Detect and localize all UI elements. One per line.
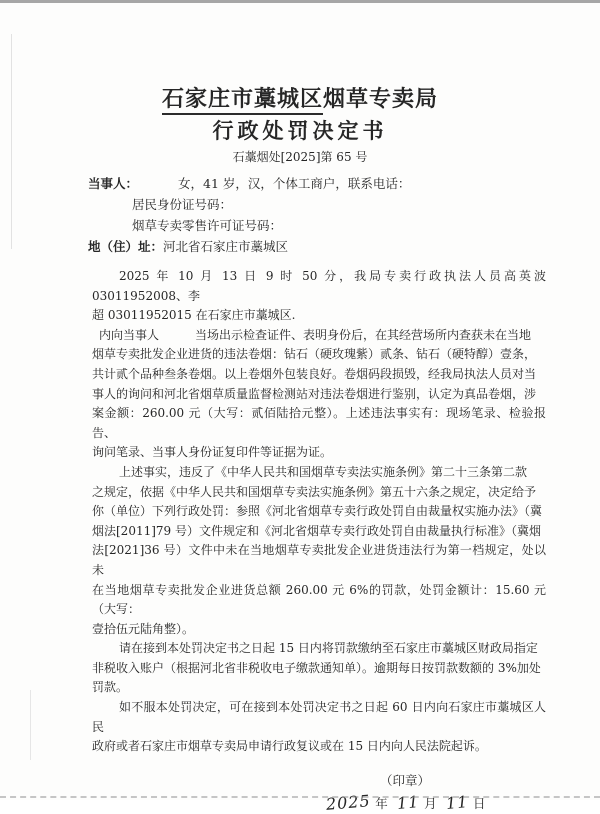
body-line: 政府或者石家庄市烟草专卖局申请行政复议或在 15 日内向人民法院起诉。 [92,739,487,754]
document-header [0,0,600,165]
scan-top-edge-artifact [0,0,600,3]
scan-left-streak-artifact [11,34,12,249]
body-line: 在当地烟草专卖批发企业进货总额 260.00 元 6%的罚款，处罚金额计：15.60 元（大写： [92,582,546,617]
issuing-authority-title [0,86,600,112]
handwritten-day: 11 [444,791,469,813]
authority-name-rest: 烟草专卖局 [323,86,439,112]
party-information-section [0,173,600,257]
body-line: 内向当事人 当场出示检查证件、表明身份后，在其经营场所内查获未在当地 [99,327,532,342]
body-line: 之规定，依据《中华人民共和国烟草专卖法实施条例》第五十六条之规定，决定给予 [92,484,537,499]
body-line: 案金额：260.00 元（大写：贰佰陆拾元整）。上述违法事实有：现场笔录、检验报告、 [92,406,546,440]
body-line: 询问笔录、当事人身份证复印件等证据为证。 [92,445,333,460]
document-type-title: 行政处罚决定书 [212,118,388,143]
body-line: 共计贰个品种叁条卷烟。以上卷烟外包装良好。卷烟码段损毁，经我局执法人员对当 [92,366,537,381]
resident-id-line: 居民身份证号码： [132,197,233,212]
authority-name-underlined: 石家庄市藁城区 [162,86,323,115]
body-line: 法[2021]36 号）文件中未在当地烟草专卖批发企业进货违法行为第一档规定，处以未 [92,543,546,577]
address-line [88,236,600,257]
party-line [88,173,600,194]
scan-bottom-left-artifact [30,690,31,760]
body-line: 请在接到本处罚决定书之日起 15 日内将罚款缴纳至石家庄市藁城区财政局指定 [119,641,538,656]
body-line: 烟草专卖批发企业进货的违法卷烟：钻石（硬玫瑰紫）贰条、钻石（硬特醇）壹条， [92,347,537,362]
handwritten-year: 2025 [324,790,371,814]
scan-bottom-edge-artifact [0,796,600,798]
party-label: 当事人： [88,176,139,191]
body-line: 如不服本处罚决定，可在接到本处罚决定书之日起 60 日内向石家庄市藁城区人民 [92,700,546,734]
party-details: 女，41 岁，汉，个体工商户，联系电话： [178,176,411,191]
address-label: 地（住）址： [88,239,164,254]
body-line: 事人的询问和河北省烟草质量监督检测站对违法卷烟进行鉴别，认定为真品卷烟，涉 [92,386,537,401]
address-value: 河北省石家庄市藁城区 [163,239,289,254]
tobacco-license-line: 烟草专卖零售许可证号码： [132,218,283,233]
year-unit: 年 [375,795,388,811]
signature-section [320,773,490,812]
body-line: 壹拾伍元陆角整）。 [92,621,195,636]
body-line: 罚款。 [92,680,129,695]
handwritten-month: 11 [395,791,420,813]
body-line: 上述事实，违反了《中华人民共和国烟草专卖法实施条例》第二十三条第二款 [119,464,528,479]
seal-placeholder: （印章） [379,772,430,788]
document-number: 石藁烟处[2025]第 65 号 [232,150,368,164]
body-line: 超 03011952015 在石家庄市藁城区. [92,308,296,323]
body-line: 2025 年 10 月 13 日 9 时 50 分，我局专卖行政执法人员高英波 03011952008、李 [92,269,546,303]
decision-body-text [0,267,600,757]
body-line: 烟法[2011]79 号）文件规定和《河北省烟草专卖行政处罚自由裁量执行标准》（冀烟 [92,523,541,538]
month-unit: 月 [424,795,437,811]
body-line: 非税收入账户（根据河北省非税收电子缴款通知单）。逾期每日按罚款数额的 3%加处 [92,660,541,675]
day-unit: 日 [472,795,486,811]
body-line: 你（单位）下列行政处罚：参照《河北省烟草专卖行政处罚自由裁量权实施办法》（冀 [92,504,543,519]
